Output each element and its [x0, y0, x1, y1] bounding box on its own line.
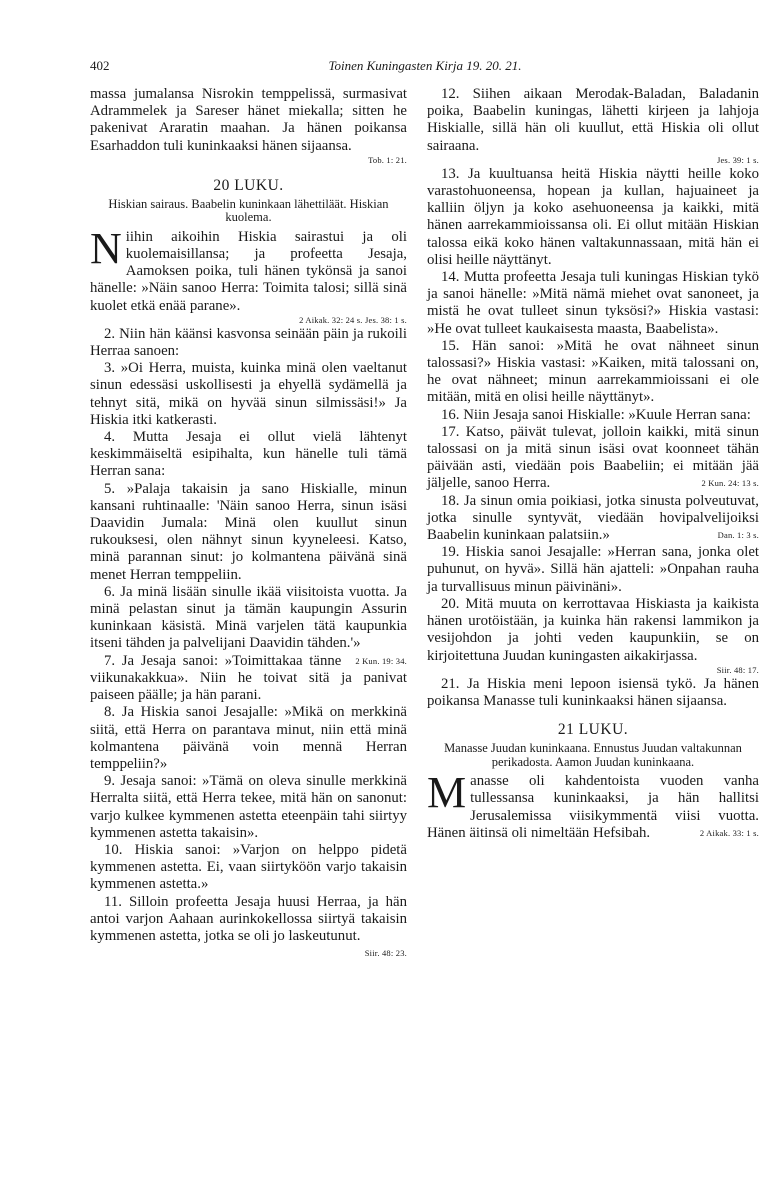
page-number: 402 [90, 58, 110, 73]
cross-reference: Siir. 48: 23. [364, 948, 407, 959]
verse-17-text: 17. Katso, päivät tulevat, jolloin kaikki, mitä sinun talossasi on ja mitä sinun isäsi ovat koonneet tähän päivään asti, viedään pois Baabeliin; ei mitään jää jäljelle, sanoo Herra. [427, 423, 759, 492]
verse-13: 13. Ja kuultuansa heitä Hiskia näytti heille koko varastohuoneensa, hopean ja kullan, hajuaineet ja kalliin öljyn ja koko asehuoneensa ja kaikki, mitä hänen aarrekammioissansa oli. Ei ollut mitään Hiskian talossa eikä koko hänen valtakunnassaan, mitä hän ei olisi heille näyttänyt. [427, 165, 759, 268]
verse-12: 12. Siihen aikaan Merodak-Baladan, Baladanin poika, Baabelin kuningas, lähetti kirjeen ja lahjoja Hiskialle, sillä hän oli kuullut, että Hiskia oli ollut sairaana. [427, 86, 759, 154]
verse-6-text: 6. Ja minä lisään sinulle ikää viisitoista vuotta. Ja minä pelastan sinut ja tämän kaupungin Assurin kuninkaan käsistä. Minä varjelen tätä kaupunkia itseni tähden ja palvelijani Daavidin tähden.'» [90, 583, 407, 652]
cross-reference: 2 Kun. 24: 13 s. [701, 478, 759, 489]
chapter-21-verse-1 [427, 768, 759, 842]
left-column [90, 86, 407, 962]
verse-4: 4. Mutta Jesaja ei ollut vielä lähtenyt keskimmäiseltä esipihalta, kun hänelle tuli tämä Herran sana: [90, 429, 407, 480]
verse-8: 8. Ja Hiskia sanoi Jesajalle: »Mikä on merkkinä siitä, että Herra on parantava minut, niin että minä kolmantena päivänä voin mennä Herran temppeliin?» [90, 704, 407, 772]
cross-reference: 2 Kun. 19: 34. [355, 655, 407, 666]
verse-11-text: 11. Silloin profeetta Jesaja huusi Herraa, ja hän antoi varjon Aahaan aurinkokellossa siirtyä takaisin kymmenen astetta, jotka se oli jo laskeutunut. [90, 893, 407, 944]
verse-18 [427, 493, 759, 545]
verse-15: 15. Hän sanoi: »Mitä he ovat nähneet sinun talossasi?» Hiskia vastasi: »Kaiken, mitä talossani on, he ovat nähneet; minun aarrekammioissani ei ole mitään, mitä en olisi heille näyttänyt». [427, 337, 759, 406]
verse-19-end: massa jumalansa Nisrokin temppelissä, surmasivat Adrammelek ja Sareser hänet miekalla; sitten he pakenivat Araratin maahan. Ja hänen poikansa Esarhaddon tuli kuninkaaksi hänen sijaansa. [90, 86, 407, 154]
verse-19: 19. Hiskia sanoi Jesajalle: »Herran sana, jonka olet puhunut, on hyvä». Sillä hän ajatteli: »Onpahan rauha ja turvallisuus minun päivinäni». [427, 544, 759, 595]
verse-10: 10. Hiskia sanoi: »Varjon on helppo pidetä kymmenen astetta. Ei, vaan siirtyköön varjo takaisin kymmenen astetta.» [90, 841, 407, 893]
right-column [427, 86, 759, 842]
verse-6 [90, 583, 407, 666]
verse-14: 14. Mutta profeetta Jesaja tuli kuningas Hiskian tykö ja sanoi hänelle: »Mitä nämä miehet ovat sanoneet, ja mistä he ovat tulleet sinun tyksösi?» Hiskia vastasi: »He ovat tulleet kaukaisesta maasta, Baabelista». [427, 269, 759, 337]
verse-18-text: 18. Ja sinun omia poikiasi, jotka sinusta polveutuvat, jotka sinulle syntyvät, viedään hovipalvelijoiksi Baabelin kuninkaan palatsiin.» [427, 492, 759, 544]
page-header [90, 58, 760, 78]
chapter-20-title: 20 LUKU. [213, 176, 284, 194]
verse-1 [90, 223, 407, 315]
verse-9: 9. Jesaja sanoi: »Tämä on oleva sinulle merkkinä Herralta siitä, että Herra tekee, mitä hän on sanonut: varjo kulkee kymmenen astetta eteenpäin tahi siirtyy kymmenen astetta takaisin». [90, 773, 407, 841]
verse-16: 16. Niin Jesaja sanoi Hiskialle: »Kuule Herran sana: [441, 406, 751, 423]
verse-7: 7. Ja Jesaja sanoi: »Toimittakaa tänne viikunakakkua». Niin he toivat sitä ja panivat paiseen päälle; ja hän parani. [90, 652, 407, 704]
verse-5: 5. »Palaja takaisin ja sano Hiskialle, minun kansani ruhtinaalle: 'Näin sanoo Herra, sinun isäsi Daavidin Jumala: Minä olen kuullut sinun rukouksesi, olen nähnyt sinun kyyneleesi. Katso, minä parannan sinut: jo kolmantena päivänä sinä menet Herran temppeliin. [90, 480, 407, 583]
cross-reference: Dan. 1: 3 s. [717, 530, 759, 541]
verse-21: 21. Ja Hiskia meni lepoon isiensä tykö. Ja hänen poikansa Manasse tuli kuninkaaksi hänen sijaansa. [427, 675, 759, 709]
drop-cap: N [90, 223, 122, 273]
cross-reference: Siir. 48: 17. [716, 664, 759, 675]
chapter-21-summary: Manasse Juudan kuninkaana. Ennustus Juudan valtakunnan perikadosta. Aamon Juudan kuninkaana. [444, 741, 742, 769]
verse-17 [427, 424, 759, 493]
verse-2: 2. Niin hän käänsi kasvonsa seinään päin ja rukoili Herraa sanoen: [90, 325, 407, 360]
chapter-20-summary: Hiskian sairaus. Baabelin kuninkaan lähettiläät. Hiskian kuolema. [108, 196, 389, 225]
cross-reference: Tob. 1: 21. [368, 154, 407, 165]
verse-11 [90, 893, 407, 959]
cross-reference: 2 Aikak. 33: 1 s. [699, 827, 759, 838]
drop-cap: M [427, 768, 467, 818]
chapter-21-verse-1-text: anasse oli kahdentoista vuoden vanha tullessansa kuninkaaksi, ja hän hallitsi Jerusalemissa viisikymmentä viisi vuotta. Hänen äitinsä oli nimeltään Hefsibah. [427, 773, 759, 841]
cross-reference: 2 Aikak. 32: 24 s. Jes. 38: 1 s. [299, 314, 407, 325]
verse-3: 3. »Oi Herra, muista, kuinka minä olen vaeltanut sinun edessäsi uskollisesti ja ehyellä sydämellä ja tehnyt sitä, mikä on hyvää sinun silmissäsi!» Ja Hiskia itki katkerasti. [90, 360, 407, 428]
chapter-21-title: 21 LUKU. [557, 721, 629, 739]
cross-reference: Jes. 39: 1 s. [716, 154, 759, 165]
running-title: Toinen Kuningasten Kirja 19. 20. 21. [328, 58, 522, 73]
verse-1-text: iihin aikoihin Hiskia sairastui ja oli kuolemaisillansa; ja profeetta Jesaja, Aamoksen poika, tuli hänen tykönsä ja sanoi hänelle: »Näin sanoo Herra: Toimita talosi; sillä sinä kuolet etkä enää parane». [90, 228, 407, 314]
verse-20: 20. Mitä muuta on kerrottavaa Hiskiasta ja kaikista hänen urotöistään, ja kuinka hän rakensi lammikon ja vesijohdon ja johti veden kaupunkiin, se on kirjoitettuna Juudan kuningasten aikakirjassa. [427, 595, 759, 664]
